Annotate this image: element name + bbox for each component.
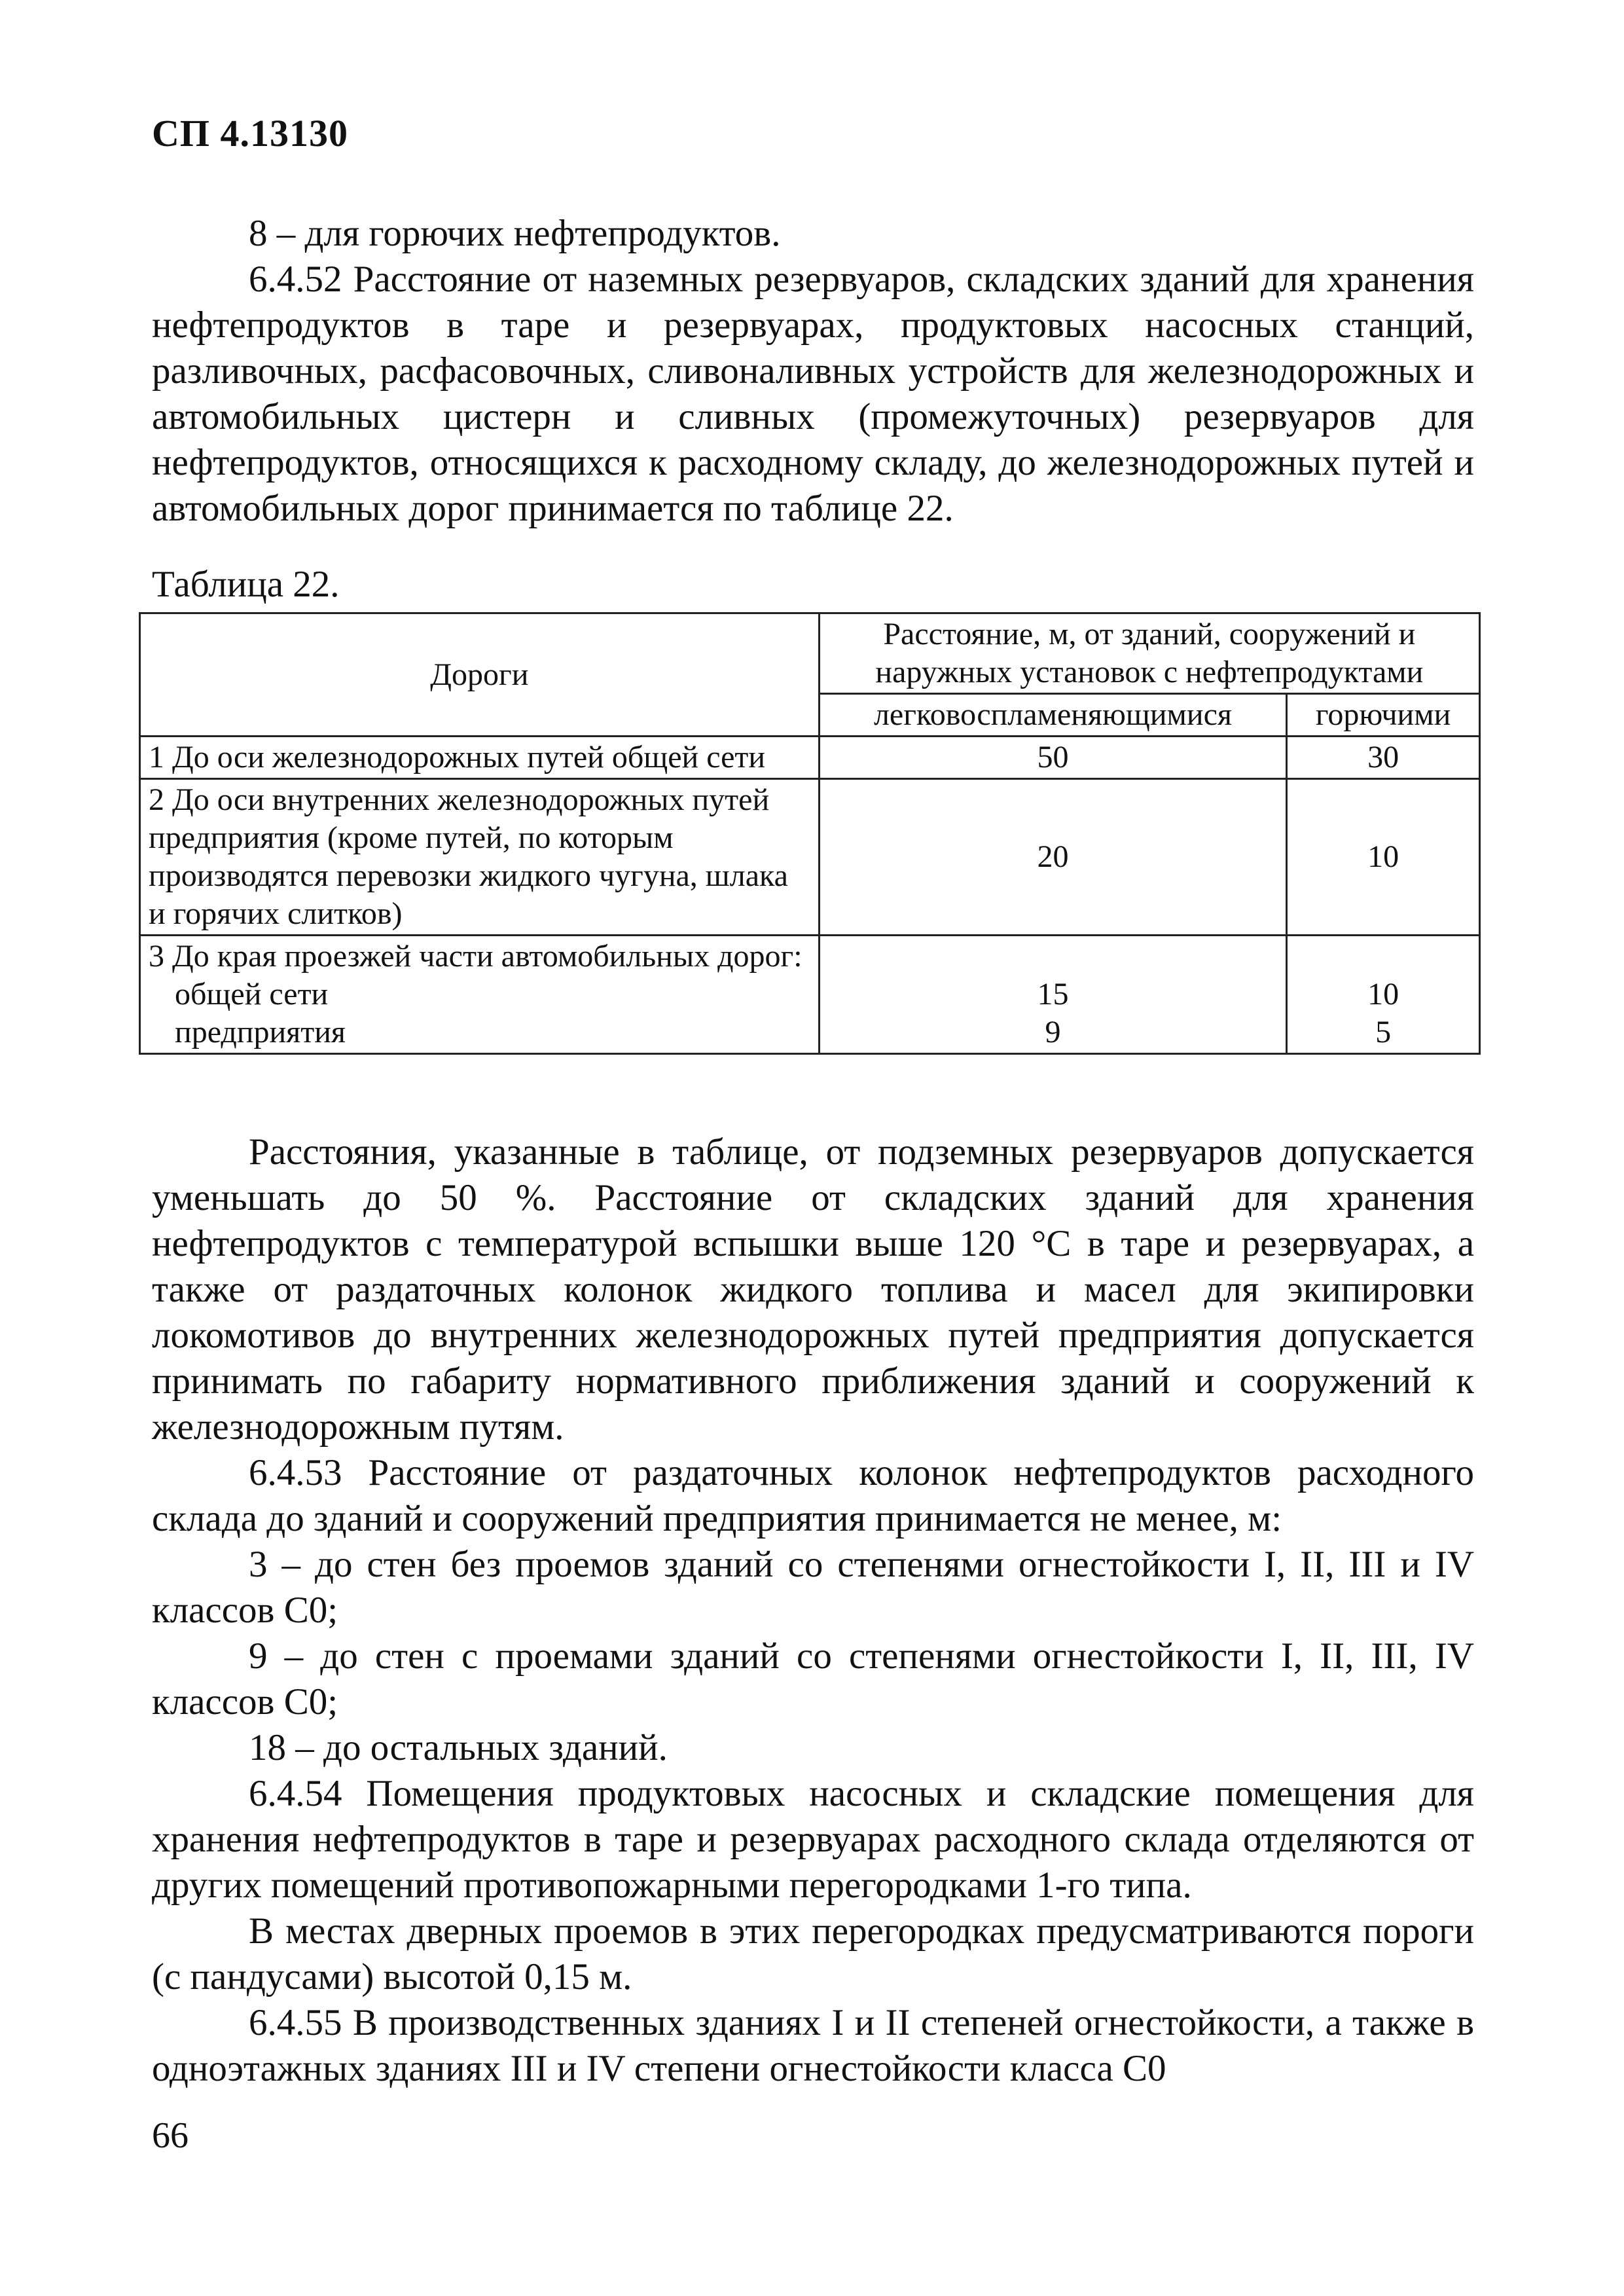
header-distance: Расстояние, м, от зданий, сооружений и наружных установок с нефтепродуктами <box>819 613 1479 694</box>
value: 5 <box>1375 1015 1392 1049</box>
row-label-sub: общей сети <box>175 977 329 1011</box>
paragraph: В местах дверных проемов в этих перегородках предусматриваются пороги (с пандусами) высотой 0,15 м. <box>152 1910 1474 1997</box>
paragraph: 6.4.53 Расстояние от раздаточных колонок нефтепродуктов расходного склада до зданий и сооружений предприятия принимается не менее, м: <box>152 1452 1474 1539</box>
cell-combustible: 30 <box>1287 737 1480 779</box>
paragraph: 18 – до остальных зданий. <box>249 1727 668 1768</box>
row-label <box>140 936 820 1054</box>
row-label-main: 3 До края проезжей части автомобильных дорог: <box>149 939 803 974</box>
cell-flammable: 50 <box>819 737 1286 779</box>
value: 9 <box>1045 1015 1061 1049</box>
row-label-sub: предприятия <box>175 1015 346 1049</box>
top-text <box>152 211 1474 532</box>
distance-table <box>139 612 1481 1055</box>
paragraph: 3 – до стен без проемов зданий со степенями огнестойкости I, II, III и IV классов С0; <box>152 1544 1474 1631</box>
paragraph: 6.4.52 Расстояние от наземных резервуаров, складских зданий для хранения нефтепродуктов в таре и резервуарах, продуктовых насосных станций, разливочных, расфасовочных, сливоналивных устройств для железнодорожных и автомобильных цистерн и сливных (промежуточных) резервуаров для нефтепродуктов, относящихся к расходному складу, до железнодорожных путей и автомобильных дорог принимается по таблице 22. <box>152 259 1474 529</box>
table-caption: Таблица 22. <box>152 564 340 605</box>
table-row <box>140 779 1480 936</box>
header-combustible: горючими <box>1287 694 1480 737</box>
paragraph: 6.4.54 Помещения продуктовых насосных и складские помещения для хранения нефтепродуктов в таре и резервуарах расходного склада отделяются от других помещений противопожарными перегородками 1-го типа. <box>152 1773 1474 1906</box>
paragraph: 8 – для горючих нефтепродуктов. <box>249 213 781 254</box>
table-row <box>140 936 1480 1054</box>
paragraph: 6.4.55 В производственных зданиях I и II степеней огнестойкости, а также в одноэтажных зданиях III и IV степени огнестойкости класса С0 <box>152 2002 1474 2089</box>
header-flammable: легковоспламеняющимися <box>819 694 1286 737</box>
header-roads: Дороги <box>140 613 820 737</box>
page-number: 66 <box>152 2115 189 2156</box>
row-label: 2 До оси внутренних железнодорожных путей предприятия (кроме путей, по которым производятся перевозки жидкого чугуна, шлака и горячих слитков) <box>140 779 820 936</box>
cell-flammable <box>819 936 1286 1054</box>
cell-combustible: 10 <box>1287 779 1480 936</box>
cell-combustible <box>1287 936 1480 1054</box>
cell-flammable: 20 <box>819 779 1286 936</box>
paragraph: Расстояния, указанные в таблице, от подземных резервуаров допускается уменьшать до 50 %. Расстояние от складских зданий для хранения нефтепродуктов с температурой вспышки выше 120 °С в таре и резервуарах, а также от раздаточных колонок жидкого топлива и масел для экипировки локомотивов до внутренних железнодорожных путей предприятия допускается принимать по габариту нормативного приближения зданий и сооружений к железнодорожным путям. <box>152 1131 1474 1448</box>
value: 10 <box>1367 977 1399 1011</box>
paragraph: 9 – до стен с проемами зданий со степенями огнестойкости I, II, III, IV классов С0; <box>152 1635 1474 1722</box>
row-label: 1 До оси железнодорожных путей общей сети <box>140 737 820 779</box>
table-row <box>140 737 1480 779</box>
document-code: СП 4.13130 <box>152 112 348 155</box>
value: 15 <box>1037 977 1069 1011</box>
bottom-text <box>152 1129 1474 2092</box>
table-header-row <box>140 613 1480 694</box>
